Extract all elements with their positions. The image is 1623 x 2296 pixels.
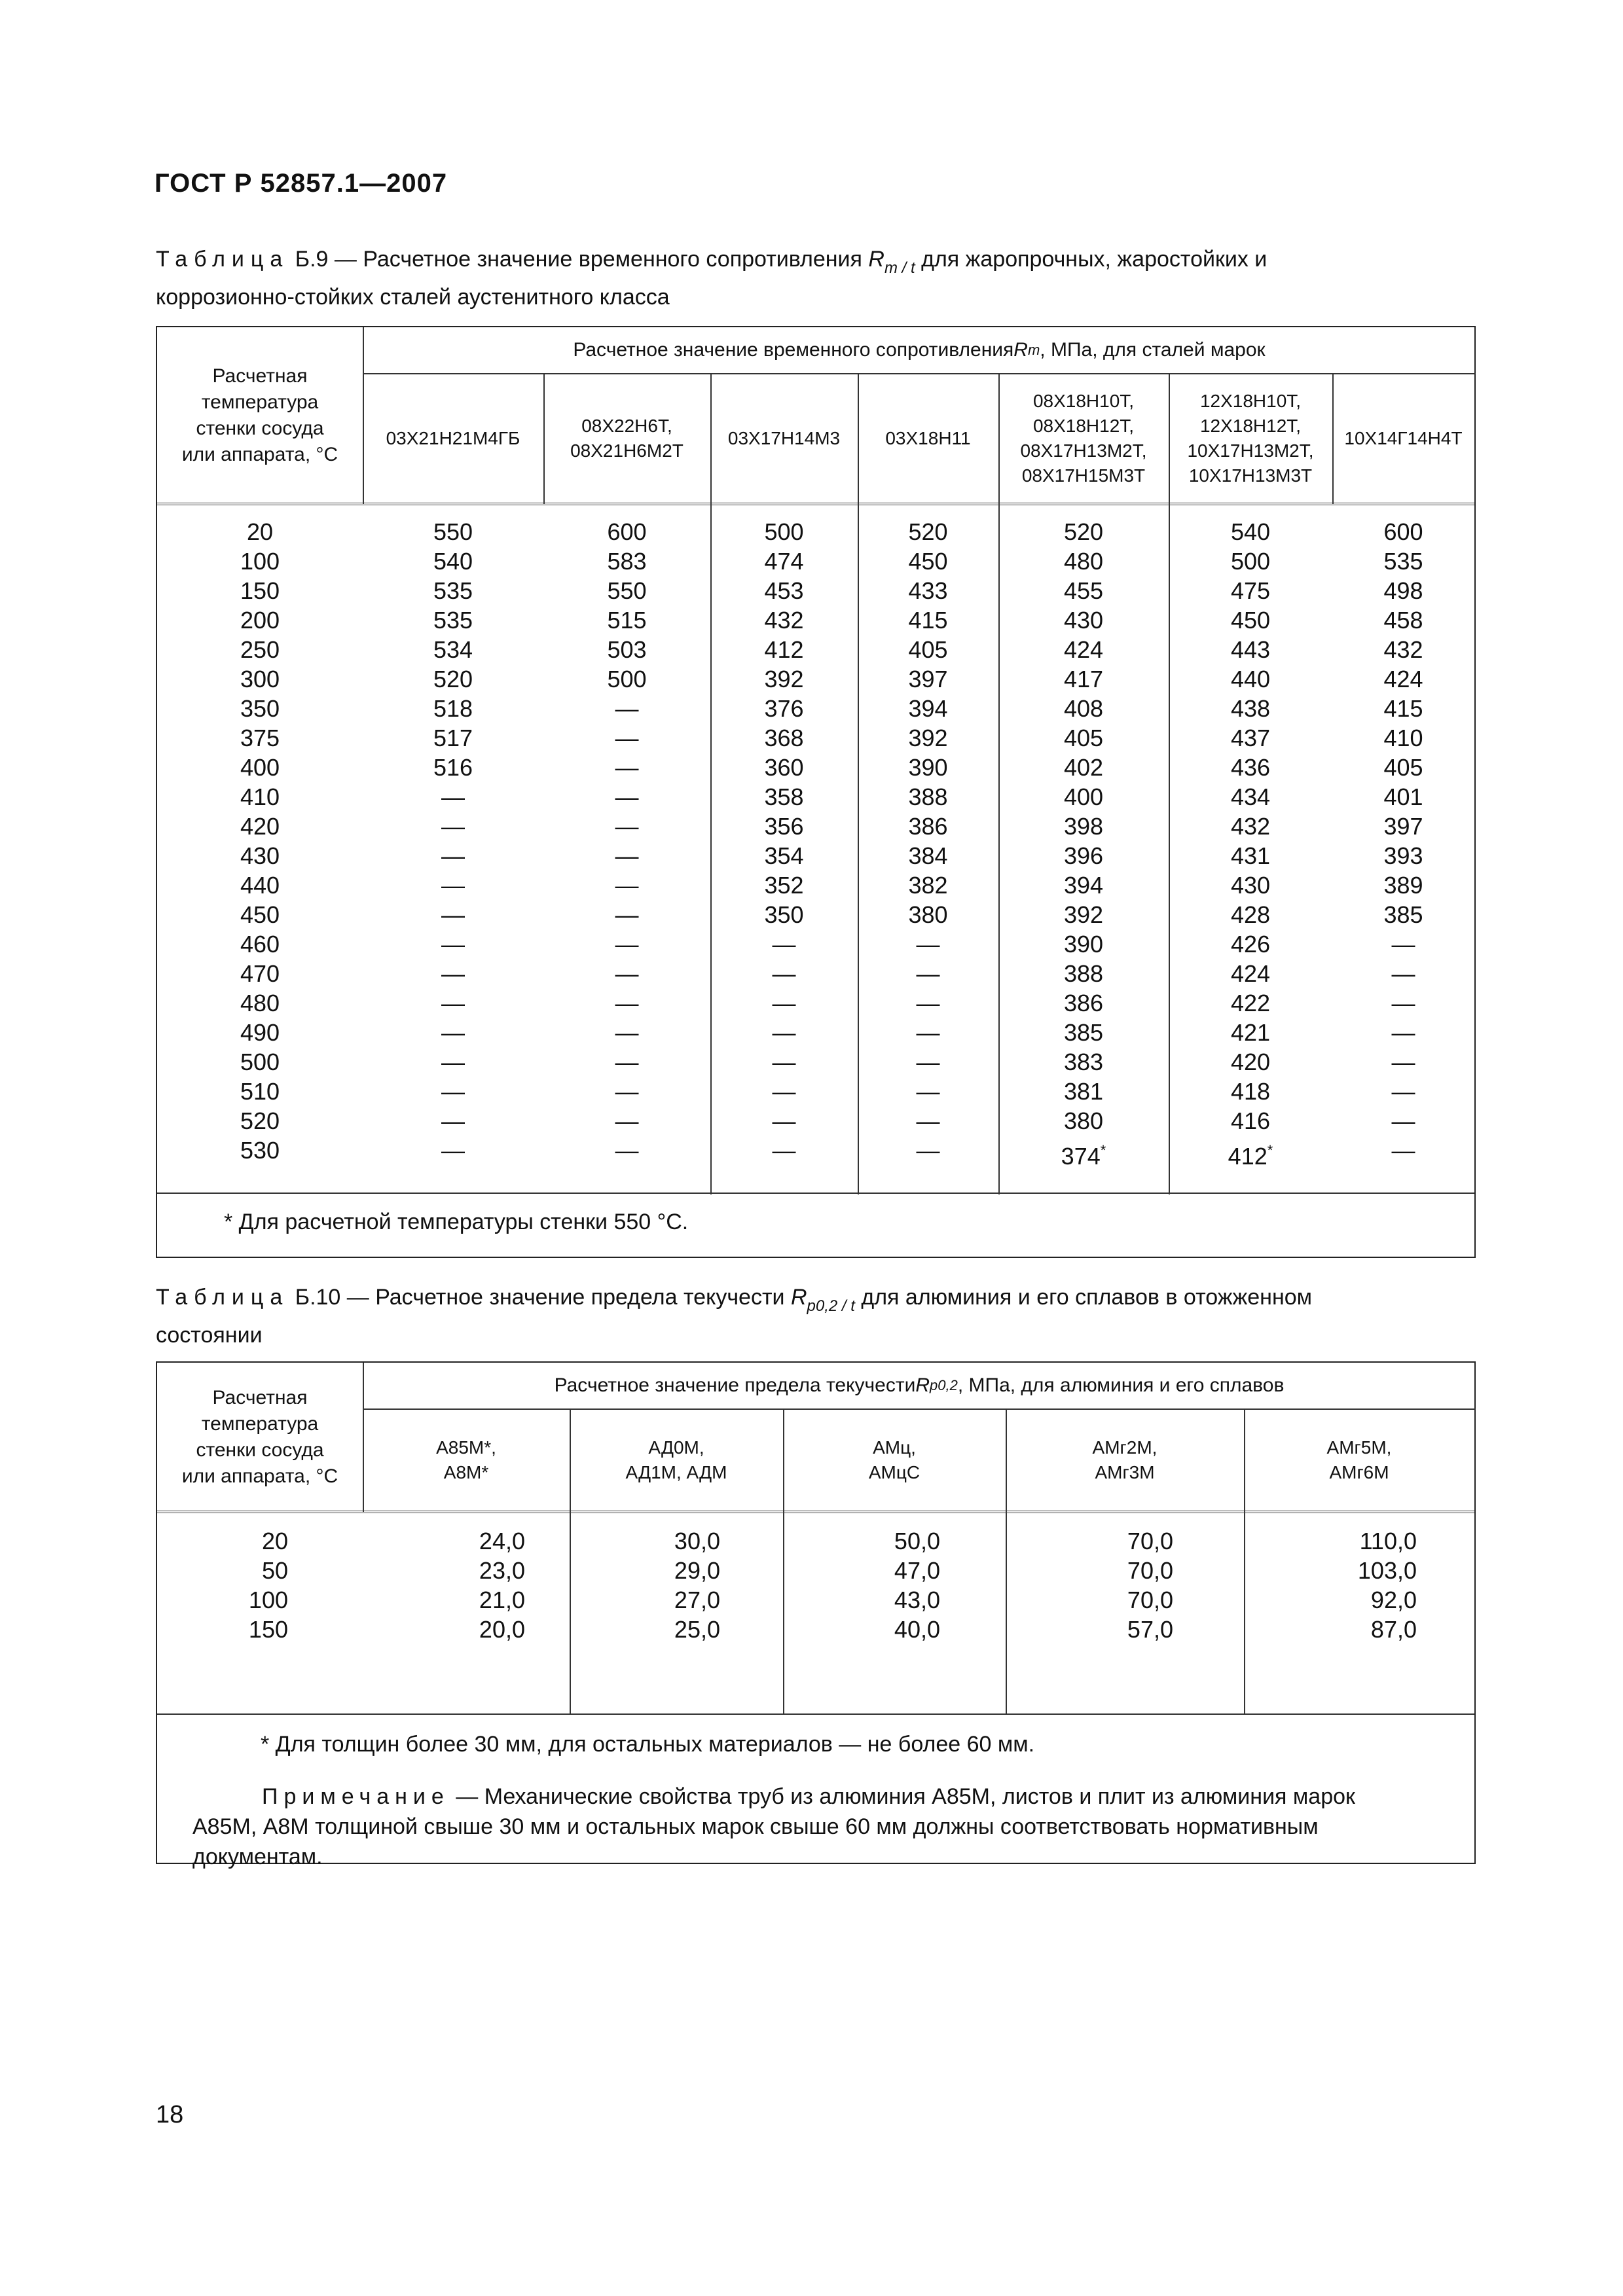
col-header-line: АМг5М, <box>1326 1437 1392 1458</box>
value-cell: 540 <box>433 548 473 575</box>
value-cell: — <box>1391 1019 1415 1046</box>
value-cell: 385 <box>1063 1019 1104 1046</box>
group-header-symbol: R <box>1013 339 1028 361</box>
col-header-line: 08Х18Н12Т, <box>1032 416 1135 436</box>
value-cell: 385 <box>1383 901 1423 928</box>
table9-caption-symbol: R <box>868 247 884 272</box>
temperature-cell: 430 <box>240 842 280 869</box>
value-cell: — <box>441 813 465 840</box>
value-cell: 450 <box>1230 607 1271 634</box>
table9 <box>156 326 1476 1258</box>
value-cell: — <box>615 783 639 810</box>
value-cell: — <box>772 990 796 1016</box>
table9-caption-symbol-sub: m / t <box>884 259 915 277</box>
col-header-line: АД1М, АДМ <box>625 1462 727 1482</box>
value-cell: 434 <box>1230 783 1271 810</box>
value-cell: 390 <box>1063 931 1104 958</box>
value-cell: — <box>615 1137 639 1164</box>
value-cell: — <box>772 1107 796 1134</box>
value-cell: 500 <box>764 518 804 545</box>
table10-value-column <box>570 1526 720 1644</box>
value-cell: 480 <box>1063 548 1104 575</box>
value-cell: 110,0 <box>1359 1528 1417 1554</box>
table9-footnote: * Для расчетной температуры стенки 550 °С. <box>224 1210 689 1234</box>
value-text: 412 <box>1228 1143 1267 1170</box>
value-cell: 380 <box>908 901 948 928</box>
temperature-cell: 510 <box>240 1078 280 1105</box>
value-cell: 412 <box>764 636 804 663</box>
value-cell: 398 <box>1063 813 1104 840</box>
value-cell: — <box>441 1078 465 1105</box>
value-cell: 50,0 <box>894 1528 940 1554</box>
value-cell: 20,0 <box>479 1616 525 1643</box>
table9-col-header <box>710 374 858 503</box>
value-cell: 92,0 <box>1370 1587 1417 1613</box>
value-cell: 520 <box>908 518 948 545</box>
value-cell: 535 <box>1383 548 1423 575</box>
table10-caption-line2: состоянии <box>156 1323 263 1348</box>
col-header-line: 03Х21Н21М4ГБ <box>386 428 520 448</box>
value-cell: 600 <box>1383 518 1423 545</box>
value-cell: 401 <box>1383 783 1423 810</box>
value-cell: — <box>916 1019 940 1046</box>
table10 <box>156 1361 1476 1869</box>
value-cell: 386 <box>1063 990 1104 1016</box>
value-cell: 376 <box>764 695 804 722</box>
value-cell: 356 <box>764 813 804 840</box>
table9-value-column <box>858 517 998 1165</box>
table9-caption-line2: коррозионно-стойких сталей аустенитного класса <box>156 285 670 310</box>
table10-caption <box>156 1283 1473 1350</box>
value-cell: — <box>615 872 639 899</box>
value-cell: 70,0 <box>1127 1587 1173 1613</box>
temperature-cell: 440 <box>240 872 280 899</box>
group-header-text: , МПа, для алюминия и его сплавов <box>957 1374 1285 1396</box>
col-header-line: 12Х18Н10Т, <box>1199 391 1302 411</box>
temperature-cell: 460 <box>240 931 280 958</box>
temperature-cell: 500 <box>240 1049 280 1075</box>
table10-col-header <box>783 1410 1006 1511</box>
value-cell: — <box>916 931 940 958</box>
row-header-line: или аппарата, °С <box>181 1465 338 1487</box>
table10-caption-symbol: R <box>790 1285 807 1310</box>
value-cell <box>1169 1136 1332 1170</box>
value-cell: 415 <box>1383 695 1423 722</box>
value-cell: 57,0 <box>1127 1616 1173 1643</box>
value-cell: 408 <box>1063 695 1104 722</box>
value-cell: — <box>1391 1078 1415 1105</box>
value-cell: — <box>441 990 465 1016</box>
value-cell: 438 <box>1230 695 1271 722</box>
value-cell: 405 <box>1383 754 1423 781</box>
table9-value-column <box>1332 517 1474 1165</box>
value-cell: 436 <box>1230 754 1271 781</box>
value-cell: 443 <box>1230 636 1271 663</box>
value-cell: 600 <box>607 518 647 545</box>
value-cell: 520 <box>433 666 473 692</box>
value-cell: 534 <box>433 636 473 663</box>
table10-value-column <box>783 1526 940 1644</box>
col-header-line: 03Х17Н14М3 <box>727 428 841 448</box>
value-cell: 405 <box>1063 725 1104 751</box>
table9-value-column <box>998 517 1169 1170</box>
value-cell: — <box>916 1049 940 1075</box>
value-cell: — <box>916 1078 940 1105</box>
value-cell: 422 <box>1230 990 1271 1016</box>
value-cell: 400 <box>1063 783 1104 810</box>
value-cell: 498 <box>1383 577 1423 604</box>
temperature-cell: 410 <box>240 783 280 810</box>
value-cell: — <box>615 1107 639 1134</box>
value-cell: — <box>772 1049 796 1075</box>
col-header-line: 10Х17Н13М2Т, <box>1187 440 1314 461</box>
col-header-line: АМг2М, <box>1092 1437 1158 1458</box>
table10-col-header <box>1244 1410 1474 1511</box>
value-cell: 518 <box>433 695 473 722</box>
group-header-sub: p0,2 <box>930 1377 958 1393</box>
col-header-line: АМц, <box>873 1437 916 1458</box>
value-cell: 390 <box>908 754 948 781</box>
footnote-asterisk: * <box>1100 1142 1106 1158</box>
temperature-cell: 150 <box>248 1616 288 1643</box>
value-cell <box>998 1136 1169 1170</box>
value-cell: 380 <box>1063 1107 1104 1134</box>
value-cell: — <box>441 1019 465 1046</box>
value-cell: 433 <box>908 577 948 604</box>
value-cell: 424 <box>1383 666 1423 692</box>
value-cell: 23,0 <box>479 1557 525 1584</box>
value-cell: 516 <box>433 754 473 781</box>
value-cell: — <box>615 1078 639 1105</box>
value-cell: 383 <box>1063 1049 1104 1075</box>
temperature-cell: 20 <box>246 518 274 545</box>
temperature-cell: 100 <box>248 1587 288 1613</box>
temperature-cell: 200 <box>240 607 280 634</box>
temperature-cell: 300 <box>240 666 280 692</box>
temperature-cell: 530 <box>240 1137 280 1164</box>
temperature-cell: 400 <box>240 754 280 781</box>
table9-row-header <box>157 327 363 504</box>
value-cell: — <box>441 1049 465 1075</box>
value-cell: 30,0 <box>674 1528 720 1554</box>
col-header-line: 03Х18Н11 <box>885 428 971 448</box>
table9-caption-suffix: для жаропрочных, жаростойких и <box>915 247 1267 272</box>
value-cell: — <box>1391 1107 1415 1134</box>
page-number: 18 <box>156 2101 184 2128</box>
row-header-line: Расчетная <box>212 1387 308 1408</box>
value-cell: 517 <box>433 725 473 751</box>
value-cell: — <box>772 1019 796 1046</box>
row-header-line: стенки сосуда <box>196 1439 324 1461</box>
value-cell: 417 <box>1063 666 1104 692</box>
group-header-text: Расчетное значение предела текучести <box>554 1374 916 1396</box>
value-cell: 29,0 <box>674 1557 720 1584</box>
value-cell: 24,0 <box>479 1528 525 1554</box>
value-cell: 360 <box>764 754 804 781</box>
table9-value-column <box>363 517 543 1165</box>
table10-col-header <box>363 1410 570 1511</box>
table9-col-header <box>363 374 543 503</box>
value-cell: 475 <box>1230 577 1271 604</box>
value-cell: 421 <box>1230 1019 1271 1046</box>
value-cell: — <box>615 695 639 722</box>
value-cell: 415 <box>908 607 948 634</box>
value-cell: 453 <box>764 577 804 604</box>
value-cell: 583 <box>607 548 647 575</box>
table10-row-header <box>157 1363 363 1512</box>
value-cell: 515 <box>607 607 647 634</box>
value-cell: 87,0 <box>1370 1616 1417 1643</box>
value-cell: 397 <box>1383 813 1423 840</box>
temperature-cell: 350 <box>240 695 280 722</box>
value-cell: — <box>615 1019 639 1046</box>
value-cell: 381 <box>1063 1078 1104 1105</box>
value-cell: 386 <box>908 813 948 840</box>
table9-caption <box>156 245 1473 312</box>
value-cell: 358 <box>764 783 804 810</box>
value-cell: 540 <box>1230 518 1271 545</box>
value-cell: — <box>441 901 465 928</box>
table10-footnote: * Для толщин более 30 мм, для остальных материалов — не более 60 мм. <box>261 1732 1035 1757</box>
value-cell: 368 <box>764 725 804 751</box>
note-text: документам. <box>192 1844 323 1869</box>
value-cell: 354 <box>764 842 804 869</box>
group-header-text: Расчетное значение временного сопротивления <box>573 339 1014 361</box>
value-cell: 410 <box>1383 725 1423 751</box>
group-header-symbol: R <box>915 1374 930 1396</box>
col-header-line: А85М*, <box>436 1437 496 1458</box>
value-cell: 392 <box>1063 901 1104 928</box>
col-header-line: АМцС <box>868 1462 921 1482</box>
value-cell: 437 <box>1230 725 1271 751</box>
col-header-line: А8М* <box>443 1462 489 1482</box>
temperature-cell: 470 <box>240 960 280 987</box>
value-cell: 431 <box>1230 842 1271 869</box>
value-cell: 458 <box>1383 607 1423 634</box>
temperature-cell: 150 <box>240 577 280 604</box>
document-header: ГОСТ Р 52857.1—2007 <box>155 169 448 198</box>
temperature-cell: 50 <box>261 1557 288 1584</box>
value-cell: — <box>916 1107 940 1134</box>
value-cell: — <box>615 901 639 928</box>
col-header-line: 10Х17Н13М3Т <box>1188 465 1313 486</box>
value-cell: 550 <box>433 518 473 545</box>
value-cell: 394 <box>1063 872 1104 899</box>
value-cell: 394 <box>908 695 948 722</box>
note-label: Примечание <box>262 1784 450 1809</box>
row-header-line: Расчетная <box>212 365 308 387</box>
value-cell: 455 <box>1063 577 1104 604</box>
footnote-asterisk: * <box>1267 1142 1273 1158</box>
value-cell: — <box>441 783 465 810</box>
value-cell: — <box>772 960 796 987</box>
value-cell: 397 <box>908 666 948 692</box>
value-cell: 70,0 <box>1127 1557 1173 1584</box>
table10-col-header <box>570 1410 783 1511</box>
value-cell: — <box>615 960 639 987</box>
value-cell: 405 <box>908 636 948 663</box>
table9-group-header <box>363 327 1476 373</box>
value-text: 374 <box>1061 1143 1101 1170</box>
table10-value-column <box>363 1526 525 1644</box>
value-cell: — <box>615 931 639 958</box>
table9-temperature-column <box>157 517 363 1165</box>
value-cell: — <box>441 931 465 958</box>
value-cell: — <box>615 725 639 751</box>
table10-temperature-column <box>157 1526 288 1644</box>
value-cell: 550 <box>607 577 647 604</box>
value-cell: — <box>916 1137 940 1164</box>
table10-caption-number: Б.10 — Расчетное значение предела текучести <box>289 1285 791 1310</box>
value-cell: 392 <box>764 666 804 692</box>
table9-caption-prefix: Таблица <box>156 247 289 272</box>
value-cell: 432 <box>1230 813 1271 840</box>
value-cell: 27,0 <box>674 1587 720 1613</box>
table10-caption-prefix: Таблица <box>156 1285 289 1310</box>
value-cell: 474 <box>764 548 804 575</box>
row-header-line: температура <box>201 1413 319 1435</box>
value-cell: 503 <box>607 636 647 663</box>
table10-value-column <box>1006 1526 1173 1644</box>
value-cell: — <box>1391 931 1415 958</box>
value-cell: 535 <box>433 607 473 634</box>
row-header-line: стенки сосуда <box>196 418 324 439</box>
note-text: — Механические свойства труб из алюминия А85М, листов и плит из алюминия марок <box>449 1784 1355 1809</box>
value-cell: — <box>441 960 465 987</box>
value-cell: 402 <box>1063 754 1104 781</box>
value-cell: 25,0 <box>674 1616 720 1643</box>
value-cell: 389 <box>1383 872 1423 899</box>
col-header-line: АД0М, <box>648 1437 704 1458</box>
value-cell: 388 <box>1063 960 1104 987</box>
value-cell: — <box>772 931 796 958</box>
value-cell: 520 <box>1063 518 1104 545</box>
value-cell: 424 <box>1230 960 1271 987</box>
value-cell: 382 <box>908 872 948 899</box>
value-cell: 432 <box>764 607 804 634</box>
value-cell: — <box>1391 990 1415 1016</box>
table10-value-column <box>1244 1526 1417 1644</box>
value-cell: 350 <box>764 901 804 928</box>
table9-col-header <box>998 374 1169 503</box>
value-cell: 450 <box>908 548 948 575</box>
value-cell: — <box>441 872 465 899</box>
value-cell: 430 <box>1230 872 1271 899</box>
value-cell: 70,0 <box>1127 1528 1173 1554</box>
temperature-cell: 420 <box>240 813 280 840</box>
col-header-line: 08Х22Н6Т, <box>581 416 672 436</box>
value-cell: 384 <box>908 842 948 869</box>
col-header-line: 10Х14Г14Н4Т <box>1344 428 1463 448</box>
table10-group-header <box>363 1363 1476 1408</box>
value-cell: — <box>615 1049 639 1075</box>
col-header-line: АМг6М <box>1329 1462 1389 1482</box>
value-cell: — <box>615 990 639 1016</box>
value-cell: 420 <box>1230 1049 1271 1075</box>
value-cell: 428 <box>1230 901 1271 928</box>
value-cell: 424 <box>1063 636 1104 663</box>
temperature-cell: 20 <box>261 1528 288 1554</box>
value-cell: 500 <box>1230 548 1271 575</box>
value-cell: — <box>916 960 940 987</box>
value-cell: — <box>1391 1137 1415 1164</box>
temperature-cell: 520 <box>240 1107 280 1134</box>
value-cell: 392 <box>908 725 948 751</box>
table9-col-header <box>1169 374 1332 503</box>
row-header-line: или аппарата, °С <box>181 444 338 465</box>
table10-note <box>192 1782 1436 1872</box>
table9-value-column <box>543 517 710 1165</box>
value-cell: 21,0 <box>479 1587 525 1613</box>
value-cell: 393 <box>1383 842 1423 869</box>
col-header-line: 12Х18Н12Т, <box>1199 416 1302 436</box>
value-cell: 47,0 <box>894 1557 940 1584</box>
col-header-line: 08Х17Н13М2Т, <box>1020 440 1147 461</box>
note-text: А85М, А8М толщиной свыше 30 мм и остальных марок свыше 60 мм должны соответствовать нормативным <box>192 1814 1319 1839</box>
value-cell: — <box>615 813 639 840</box>
value-cell: 426 <box>1230 931 1271 958</box>
value-cell: 416 <box>1230 1107 1271 1134</box>
temperature-cell: 480 <box>240 990 280 1016</box>
row-header-line: температура <box>201 391 319 413</box>
value-cell: 43,0 <box>894 1587 940 1613</box>
temperature-cell: 375 <box>240 725 280 751</box>
value-cell: — <box>441 1107 465 1134</box>
value-cell: 388 <box>908 783 948 810</box>
value-cell: 103,0 <box>1357 1557 1417 1584</box>
col-header-line: 08Х17Н15М3Т <box>1021 465 1146 486</box>
value-cell: — <box>1391 1049 1415 1075</box>
table9-value-column <box>1169 517 1332 1170</box>
value-cell: — <box>441 1137 465 1164</box>
value-cell: 535 <box>433 577 473 604</box>
value-cell: 352 <box>764 872 804 899</box>
temperature-cell: 250 <box>240 636 280 663</box>
col-header-line: АМг3М <box>1095 1462 1155 1482</box>
table9-caption-number: Б.9 — Расчетное значение временного сопротивления <box>289 247 869 272</box>
temperature-cell: 490 <box>240 1019 280 1046</box>
value-cell: — <box>1391 960 1415 987</box>
value-cell: — <box>772 1078 796 1105</box>
temperature-cell: 100 <box>240 548 280 575</box>
table10-col-header <box>1006 1410 1244 1511</box>
value-cell: 396 <box>1063 842 1104 869</box>
value-cell: 418 <box>1230 1078 1271 1105</box>
value-cell: 432 <box>1383 636 1423 663</box>
table10-caption-suffix: для алюминия и его сплавов в отожженном <box>854 1285 1313 1310</box>
value-cell: — <box>615 754 639 781</box>
value-cell: — <box>441 842 465 869</box>
col-header-line: 08Х21Н6М2Т <box>570 440 684 461</box>
table9-value-column <box>710 517 858 1165</box>
value-cell: 440 <box>1230 666 1271 692</box>
value-cell: — <box>916 990 940 1016</box>
group-header-text: , МПа, для сталей марок <box>1040 339 1266 361</box>
value-cell: 430 <box>1063 607 1104 634</box>
table9-col-header <box>543 374 710 503</box>
temperature-cell: 450 <box>240 901 280 928</box>
table9-col-header <box>858 374 998 503</box>
table10-caption-symbol-sub: p0,2 / t <box>807 1297 855 1315</box>
value-cell: — <box>615 842 639 869</box>
table9-col-header <box>1332 374 1474 503</box>
group-header-sub: m <box>1027 342 1040 358</box>
col-header-line: 08Х18Н10Т, <box>1032 391 1135 411</box>
value-cell: 40,0 <box>894 1616 940 1643</box>
value-cell: 500 <box>607 666 647 692</box>
value-cell: — <box>772 1137 796 1164</box>
